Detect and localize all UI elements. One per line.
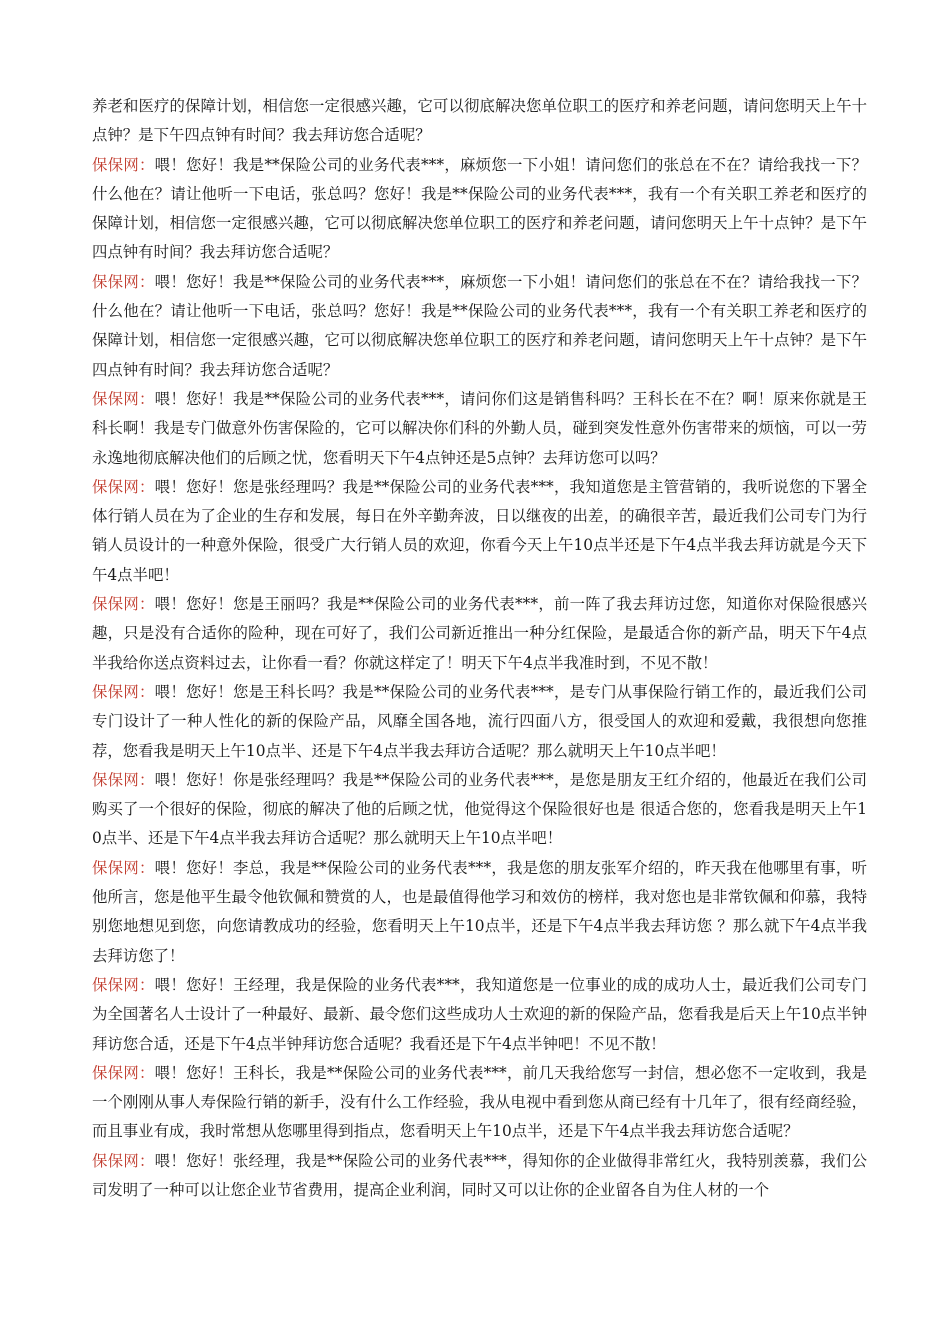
paragraph <box>92 854 867 971</box>
paragraph-text: 喂！您好！您是张经理吗？我是**保险公司的业务代表***，我知道您是主管营销的，我听说您的下署全体行销人员在为了企业的生存和发展，每日在外辛勤奔波，日以继夜的出差，的确很辛苦，最近我们公司专门为行销人员设计的一种意外保险，很受广大行销人员的欢迎，你看今天上午10点半还是下午4点半我去拜访就是今天下午4点半吧！ <box>92 477 867 584</box>
paragraph-text: 喂！您好！李总，我是**保险公司的业务代表***，我是您的朋友张军介绍的，昨天我在他哪里有事，听他所言，您是他平生最令他钦佩和赞赏的人，也是最值得他学习和效仿的榜样，我对您也是非常钦佩和仰慕，我特别您地想见到您，向您请教成功的经验，您看明天上午10点半，还是下午4点半我去拜访您 ？那么就下午4点半我去拜访您了！ <box>92 858 867 965</box>
paragraph <box>92 92 867 151</box>
speaker-label: 保保网： <box>92 1063 155 1082</box>
speaker-label: 保保网： <box>92 595 155 614</box>
paragraph <box>92 678 867 766</box>
paragraph <box>92 766 867 854</box>
paragraph-text: 喂！您好！你是张经理吗？我是**保险公司的业务代表***，是您是朋友王红介绍的，他最近在我们公司购买了一个很好的保险，彻底的解决了他的后顾之忧，他觉得这个保险很好也是 很适合您的，您看我是明天上午10点半、还是下午4点半我去拜访合适呢？那么就明天上午10点半吧！ <box>92 770 867 848</box>
paragraph <box>92 473 867 590</box>
speaker-label: 保保网： <box>92 477 155 496</box>
document-page <box>92 92 867 1205</box>
paragraph-text: 喂！您好！张经理，我是**保险公司的业务代表***，得知你的企业做得非常红火，我特别羡慕，我们公司发明了一种可以让您企业节省费用，提高企业利润，同时又可以让你的企业留各自为住人材的一个 <box>92 1151 867 1199</box>
speaker-label: 保保网： <box>92 272 155 291</box>
paragraph-text: 喂！您好！王经理，我是保险的业务代表***，我知道您是一位事业的成的成功人士，最近我们公司专门为全国著名人士设计了一种最好、最新、最令您们这些成功人士欢迎的新的保险产品，您看我是后天上午10点半钟拜访您合适，还是下午4点半钟拜访您合适呢？我看还是下午4点半钟吧！不见不散！ <box>92 975 867 1053</box>
paragraph <box>92 971 867 1059</box>
paragraph <box>92 268 867 385</box>
speaker-label: 保保网： <box>92 1151 155 1170</box>
speaker-label: 保保网： <box>92 389 155 408</box>
paragraph-text: 喂！您好！我是**保险公司的业务代表***，麻烦您一下小姐！请问您们的张总在不在？请给我找一下？什么他在？请让他听一下电话，张总吗？您好！我是**保险公司的业务代表***，我有一个有关职工养老和医疗的保障计划，相信您一定很感兴趣，它可以彻底解决您单位职工的医疗和养老问题，请问您明天上午十点钟？是下午四点钟有时间？我去拜访您合适呢？ <box>92 272 867 379</box>
paragraph-text: 喂！您好！您是王丽吗？我是**保险公司的业务代表***，前一阵了我去拜访过您，知道你对保险很感兴趣，只是没有合适你的险种，现在可好了，我们公司新近推出一种分红保险，是最适合你的新产品，明天下午4点半我给你送点资料过去，让你看一看？你就这样定了！明天下午4点半我准时到，不见不散！ <box>92 595 867 672</box>
paragraph-text: 养老和医疗的保障计划，相信您一定很感兴趣，它可以彻底解决您单位职工的医疗和养老问题，请问您明天上午十点钟？是下午四点钟有时间？我去拜访您合适呢？ <box>92 97 867 145</box>
paragraph-text: 喂！您好！我是**保险公司的业务代表***，请问你们这是销售科吗？王科长在不在？啊！原来你就是王科长啊！我是专门做意外伤害保险的，它可以解决你们科的外勤人员，碰到突发性意外伤害带来的烦恼，可以一劳永逸地彻底解决他们的后顾之忧，您看明天下午4点钟还是5点钟？去拜访您可以吗？ <box>92 389 867 467</box>
paragraph <box>92 385 867 473</box>
paragraph <box>92 590 867 678</box>
paragraph <box>92 1147 867 1206</box>
speaker-label: 保保网： <box>92 975 155 994</box>
paragraph <box>92 1059 867 1147</box>
paragraph-text: 喂！您好！您是王科长吗？我是**保险公司的业务代表***，是专门从事保险行销工作的，最近我们公司专门设计了一种人性化的新的保险产品，风靡全国各地，流行四面八方，很受国人的欢迎和爱戴，我很想向您推荐，您看我是明天上午10点半、还是下午4点半我去拜访合适呢？那么就明天上午10点半吧！ <box>92 682 867 760</box>
speaker-label: 保保网： <box>92 858 155 877</box>
paragraph-text: 喂！您好！我是**保险公司的业务代表***，麻烦您一下小姐！请问您们的张总在不在？请给我找一下？什么他在？请让他听一下电话，张总吗？您好！我是**保险公司的业务代表***，我有一个有关职工养老和医疗的保障计划，相信您一定很感兴趣，它可以彻底解决您单位职工的医疗和养老问题，请问您明天上午十点钟？是下午四点钟有时间？我去拜访您合适呢？ <box>92 155 867 262</box>
paragraph-text: 喂！您好！王科长，我是**保险公司的业务代表***，前几天我给您写一封信，想必您不一定收到，我是一个刚刚从事人寿保险行销的新手，没有什么工作经验，我从电视中看到您从商已经有十几年了，很有经商经验，而且事业有成，我时常想从您哪里得到指点，您看明天上午10点半，还是下午4点半我去拜访您合适呢？ <box>92 1063 867 1141</box>
speaker-label: 保保网： <box>92 770 155 789</box>
speaker-label: 保保网： <box>92 682 155 701</box>
speaker-label: 保保网： <box>92 155 155 174</box>
paragraph <box>92 151 867 268</box>
